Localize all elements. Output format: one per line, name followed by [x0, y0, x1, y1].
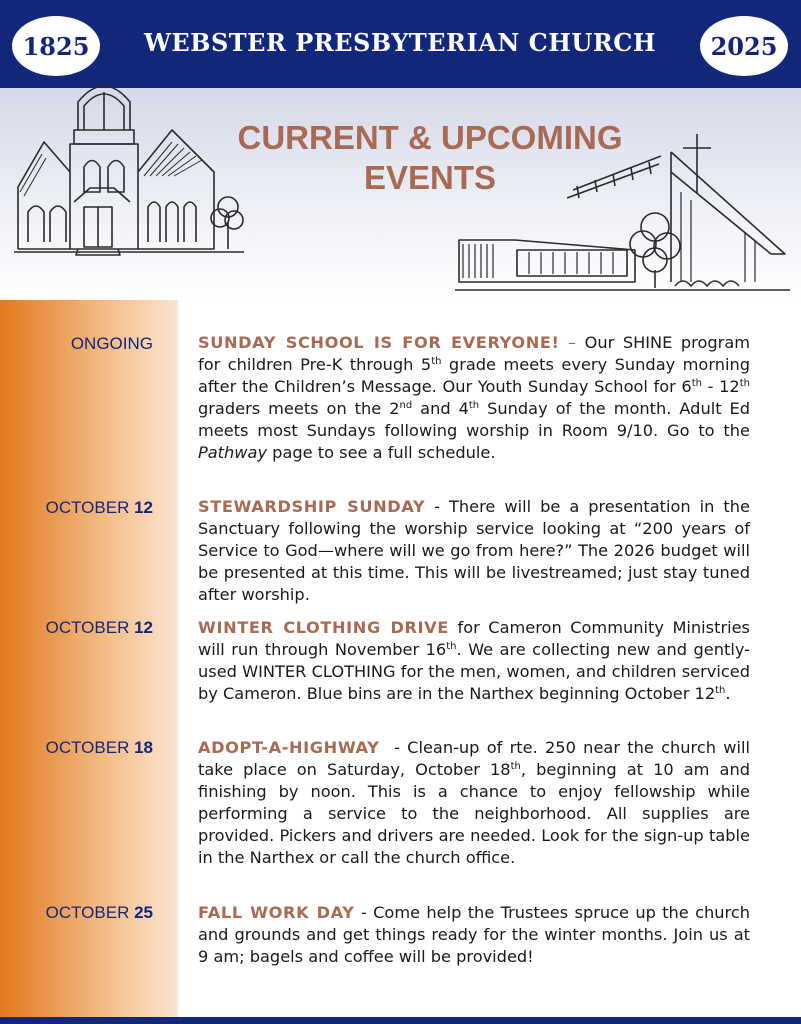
section-title-line-2: EVENTS: [363, 159, 497, 196]
historic-church-drawing: [14, 72, 244, 257]
section-title: [215, 118, 645, 198]
superscript: th: [715, 685, 726, 696]
superscript: th: [739, 378, 750, 389]
event-text: page to see a full schedule.: [267, 443, 496, 462]
event-date: [71, 334, 153, 354]
event-separator: -: [354, 903, 374, 922]
bottom-rule: [0, 1017, 801, 1024]
event-date-month: OCTOBER: [45, 498, 135, 517]
event-text: grade meets every Sunday morning after the Children’s Message. Our Youth Sunday School for 6: [198, 355, 750, 396]
event-description: [198, 617, 750, 705]
church-name: WEBSTER PRESBYTERIAN CHURCH: [143, 28, 657, 57]
section-title-line-1: CURRENT & UPCOMING: [237, 119, 623, 156]
event-text: , beginning at 10 am and finishing by noon. This is a chance to enjoy fellowship while performing a service to the neighborhood. All supplies are provided. Pickers and drivers are needed. Look for the sign-up table in the Narthex or call the church office.: [198, 760, 750, 867]
event-description: [198, 902, 750, 968]
event-date-day: 25: [134, 903, 153, 922]
event-text: There will be a presentation in the Sanctuary following the worship service looking at “200 years of Service to God—where will we go from here?” The 2026 budget will be presented at this time. This will be livestreamed; just stay tuned after worship.: [198, 497, 750, 604]
event-date-month: OCTOBER: [45, 738, 135, 757]
superscript: th: [468, 400, 480, 411]
year-start-badge: [12, 16, 100, 76]
event-title: WINTER CLOTHING DRIVE: [198, 618, 449, 637]
event-text: Sunday of the month. Adult Ed meets most Sundays following worship in Room 9/10. Go to the: [198, 399, 751, 440]
event-separator: -: [379, 738, 408, 757]
hero-section: [0, 88, 801, 300]
pathway-link-text: Pathway: [198, 443, 268, 462]
event-date-month: ONGOING: [70, 334, 153, 353]
event-title: SUNDAY SCHOOL IS FOR EVERYONE!: [198, 333, 560, 352]
event-separator: [449, 618, 458, 637]
event-text: . We are collecting new and gently-used WINTER CLOTHING for the men, women, and children serviced by Cameron. Blue bins are in the Narthex beginning October 12: [198, 640, 751, 703]
event-title: STEWARDSHIP SUNDAY: [198, 497, 426, 516]
superscript: th: [446, 641, 457, 652]
event-date-month: OCTOBER: [45, 618, 135, 637]
superscript: th: [510, 761, 521, 772]
event-title: ADOPT-A-HIGHWAY: [198, 738, 380, 757]
event-text: .: [725, 684, 731, 703]
superscript: nd: [399, 400, 413, 411]
year-start: 1825: [22, 31, 90, 61]
event-text: for Cameron Community Ministries will run through November 16: [198, 618, 750, 659]
event-separator: -: [425, 497, 450, 516]
event-date: [46, 738, 153, 758]
event-title: FALL WORK DAY: [198, 903, 355, 922]
event-date: [46, 498, 153, 518]
year-end: 2025: [710, 31, 778, 61]
event-date-day: 12: [134, 498, 153, 517]
event-separator: –: [559, 333, 585, 352]
event-date-day: 18: [134, 738, 153, 757]
year-end-badge: [700, 16, 788, 76]
superscript: th: [691, 378, 702, 389]
event-description: [198, 496, 750, 606]
event-text: and 4: [412, 399, 469, 418]
event-date: [46, 903, 153, 923]
event-description: [198, 332, 750, 464]
event-text: Come help the Trustees spruce up the church and grounds and get things ready for the winter months. Join us at 9 am; bagels and coffee will be provided!: [198, 903, 750, 966]
event-text: graders meets on the 2: [198, 399, 400, 418]
event-description: [198, 737, 750, 869]
superscript: th: [431, 356, 442, 367]
event-text: - 12: [702, 377, 740, 396]
event-date-day: 12: [134, 618, 153, 637]
event-date: [46, 618, 153, 638]
event-text: Clean-up of rte. 250 near the church will take place on Saturday, October 18: [198, 738, 750, 779]
event-text: Our SHINE program for children Pre-K through 5: [198, 333, 751, 374]
event-date-month: OCTOBER: [45, 903, 135, 922]
